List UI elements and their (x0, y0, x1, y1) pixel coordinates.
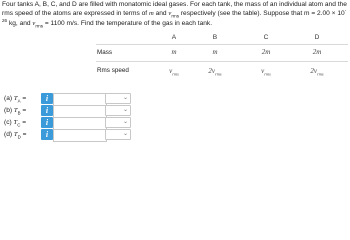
answer-label-d: (d) $T_D$ = (4, 131, 27, 140)
table-divider (96, 44, 348, 45)
answer-label-c: (c) $T_C$ = (4, 119, 27, 128)
column-header-d: D (314, 34, 320, 41)
column-header-c: C (263, 34, 269, 41)
answer-input-d[interactable] (53, 129, 107, 142)
speed-cell-a: $v_{rms}$ (169, 67, 179, 77)
mass-cell-a: m (171, 48, 177, 56)
unit-select-b[interactable] (105, 105, 131, 116)
unit-select-a[interactable] (105, 93, 131, 104)
column-header-a: A (171, 34, 177, 41)
chevron-down-icon: ⌄ (122, 107, 128, 113)
info-icon[interactable]: i (41, 93, 53, 104)
mass-cell-b: m (212, 48, 218, 56)
tank-table (0, 34, 350, 84)
mass-cell-d: 2m (312, 48, 322, 56)
chevron-down-icon: ⌄ (122, 131, 128, 137)
problem-statement: Four tanks A, B, C, and D are filled with monatomic ideal gases. For each tank, the mass of an individual atom and the rms speed of the atoms are expressed in terms of m and $v_{rms}$ respectively (see the table). Suppose that $m = 2.00 \times 10^{-26}$ kg, and $v_{rms} = 1100$ m/s. Find the temperature of the gas in each tank. (2, 1, 347, 29)
chevron-down-icon: ⌄ (122, 119, 128, 125)
speed-cell-d: $2v_{rms}$ (310, 67, 324, 77)
row-label-mass: Mass (97, 49, 113, 56)
speed-cell-c: $v_{rms}$ (261, 67, 271, 77)
column-header-b: B (212, 34, 218, 41)
info-icon[interactable]: i (41, 117, 53, 128)
row-label-rms-speed: Rms speed (97, 67, 129, 74)
answer-label-b: (b) $T_B$ = (4, 107, 27, 116)
speed-cell-b: $2v_{rms}$ (208, 67, 222, 77)
info-icon[interactable]: i (41, 129, 53, 140)
table-divider (96, 61, 348, 62)
answer-label-a: (a) $T_A$ = (4, 95, 27, 104)
chevron-down-icon: ⌄ (122, 95, 128, 101)
unit-select-d[interactable] (105, 129, 131, 140)
info-icon[interactable]: i (41, 105, 53, 116)
unit-select-c[interactable] (105, 117, 131, 128)
mass-cell-c: 2m (261, 48, 271, 56)
